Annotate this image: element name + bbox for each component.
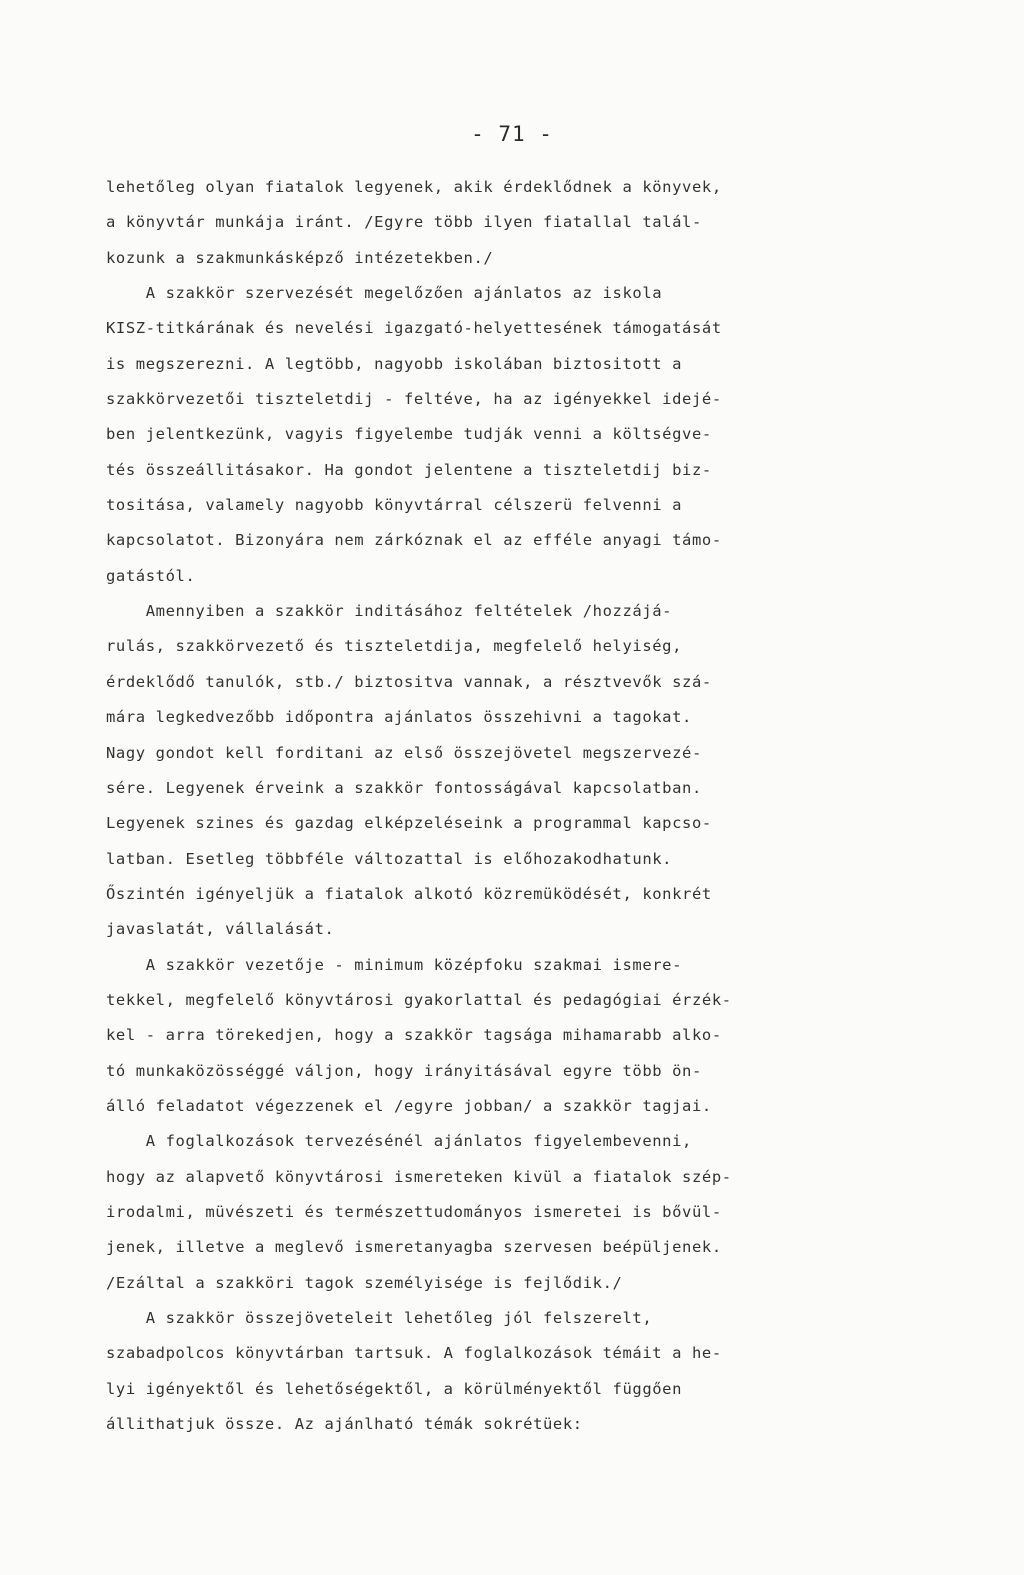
text-line: latban. Esetleg többféle változattal is előhozakodhatunk.	[106, 849, 673, 868]
text-line: lehetőleg olyan fiatalok legyenek, akik érdeklődnek a könyvek,	[106, 178, 722, 196]
text-line: kapcsolatot. Bizonyára nem zárkóznak el az efféle anyagi támo-	[106, 531, 722, 550]
text-line: sére. Legyenek érveink a szakkör fontosságával kapcsolatban.	[106, 778, 702, 797]
text-line: tó munkaközösséggé váljon, hogy irányitásával egyre több ön-	[106, 1061, 702, 1080]
text-line: kozunk a szakmunkásképző intézetekben./	[106, 248, 494, 267]
text-line: kel - arra törekedjen, hogy a szakkör tagsága mihamarabb alko-	[106, 1026, 722, 1045]
text-line: A szakkör összejöveteleit lehetőleg jól felszerelt,	[106, 1309, 653, 1327]
text-line: A szakkör vezetője - minimum középfoku szakmai ismere-	[106, 955, 683, 974]
text-line: tekkel, megfelelő könyvtárosi gyakorlattal és pedagógiai érzék-	[106, 990, 732, 1009]
text-line: mára legkedvezőbb időpontra ajánlatos összehivni a tagokat.	[106, 708, 692, 727]
text-line: javaslatát, vállalását.	[106, 920, 335, 939]
text-line: tositása, valamely nagyobb könyvtárral célszerü felvenni a	[106, 496, 683, 515]
text-line: tés összeállitásakor. Ha gondot jelentene a tiszteletdij biz-	[106, 460, 712, 479]
text-line: A szakkör szervezését megelőzően ajánlatos az iskola	[106, 284, 663, 303]
body-text	[106, 170, 906, 1442]
text-line: a könyvtár munkája iránt. /Egyre több ilyen fiatallal talál-	[106, 213, 702, 232]
page-number: - 71 -	[471, 122, 553, 146]
text-line: irodalmi, müvészeti és természettudományos ismeretei is bővül-	[106, 1202, 722, 1221]
text-line: álló feladatot végezzenek el /egyre jobban/ a szakkör tagjai.	[106, 1096, 712, 1115]
text-line: hogy az alapvető könyvtárosi ismereteken kivül a fiatalok szép-	[106, 1167, 732, 1186]
text-line: Legyenek szines és gazdag elképzeléseink a programmal kapcso-	[106, 814, 712, 833]
text-line: gatástól.	[106, 566, 196, 585]
text-line: jenek, illetve a meglevő ismeretanyagba szervesen beépüljenek.	[106, 1238, 722, 1257]
text-line: rulás, szakkörvezető és tiszteletdija, megfelelő helyiség,	[106, 637, 683, 656]
text-line: Őszintén igényeljük a fiatalok alkotó közremüködését, konkrét	[106, 884, 712, 903]
text-line: lyi igényektől és lehetőségektől, a körülményektől függően	[106, 1379, 683, 1398]
text-line: ben jelentkezünk, vagyis figyelembe tudják venni a költségve-	[106, 425, 712, 444]
text-line: /Ezáltal a szakköri tagok személyisége is fejlődik./	[106, 1273, 623, 1292]
text-line: állithatjuk össze. Az ajánlható témák sokrétüek:	[106, 1415, 583, 1434]
text-line: szabadpolcos könyvtárban tartsuk. A foglalkozások témáit a he-	[106, 1344, 722, 1363]
text-line: KISZ-titkárának és nevelési igazgató-helyettesének támogatását	[106, 319, 722, 338]
text-line: Nagy gondot kell forditani az első összejövetel megszervezé-	[106, 743, 702, 762]
text-line: Amennyiben a szakkör inditásához feltételek /hozzájá-	[106, 602, 673, 621]
text-line: érdeklődő tanulók, stb./ biztositva vannak, a résztvevők szá-	[106, 672, 712, 691]
text-line: is megszerezni. A legtöbb, nagyobb iskolában biztositott a	[106, 354, 683, 373]
text-line: szakkörvezetői tiszteletdij - feltéve, ha az igényekkel idejé-	[106, 390, 722, 409]
text-line: A foglalkozások tervezésénél ajánlatos figyelembevenni,	[106, 1132, 692, 1151]
